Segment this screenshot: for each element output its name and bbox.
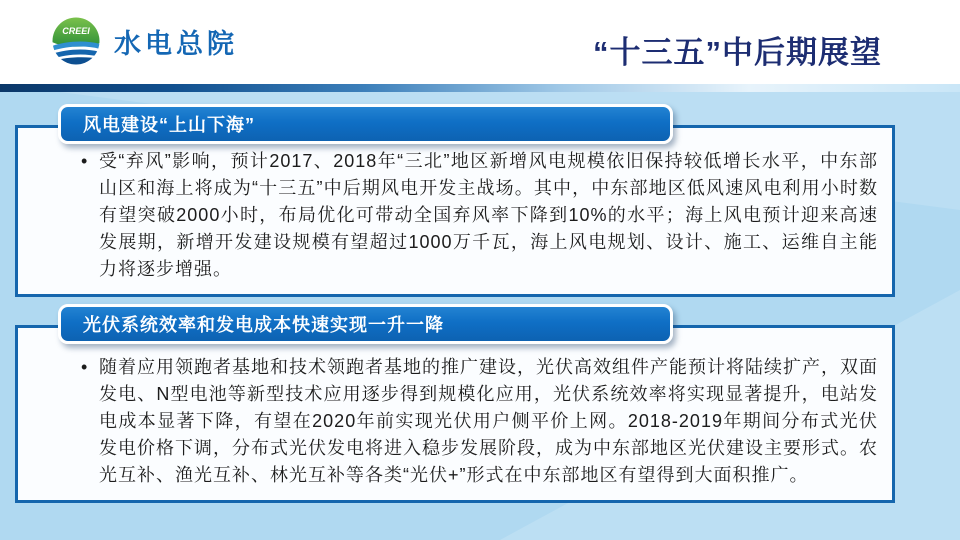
section-heading-pv-label: 光伏系统效率和发电成本快速实现一升一降 — [83, 315, 444, 335]
section-heading-wind — [58, 104, 673, 144]
bullet-item — [81, 354, 878, 489]
section-content-pv — [18, 354, 892, 489]
slide-title: “十三五”中后期展望 — [593, 35, 882, 70]
section-body-pv — [15, 325, 895, 503]
creei-logo-icon — [52, 17, 100, 65]
bullet-glyph: • — [81, 151, 88, 171]
logo-acronym: CREEI — [62, 26, 90, 36]
section-paragraph-wind: 受“弃风”影响，预计2017、2018年“三北”地区新增风电规模依旧保持较低增长水平，中东部山区和海上将成为“十三五”中后期风电开发主战场。其中，中东部地区低风速风电利用小时数有望突破2000小时，布局优化可带动全国弃风率下降到10%的水平；海上风电预计迎来高速发展期，新增开发建设规模有望超过1000万千瓦，海上风电规划、设计、施工、运维自主能力将逐步增强。 — [99, 151, 878, 279]
section-paragraph-pv: 随着应用领跑者基地和技术领跑者基地的推广建设，光伏高效组件产能预计将陆续扩产，双面发电、N型电池等新型技术应用逐步得到规模化应用，光伏系统效率将实现显著提升，电站发电成本显著下降，有望在2020年前实现光伏用户侧平价上网。2018-2019年期间分布式光伏发电价格下调，分布式光伏发电将进入稳步发展阶段，成为中东部地区光伏建设主要形式。农光互补、渔光互补、林光互补等各类“光伏+”形式在中东部地区有望得到大面积推广。 — [99, 357, 878, 485]
brand-name: 水电总院 — [114, 28, 238, 59]
section-body-wind — [15, 125, 895, 297]
logo-group — [52, 17, 238, 65]
section-content-wind — [18, 148, 892, 283]
bullet-glyph: • — [81, 357, 88, 377]
bullet-item — [81, 148, 878, 283]
section-heading-wind-label: 风电建设“上山下海” — [83, 115, 255, 135]
header-divider — [0, 84, 960, 92]
section-heading-pv — [58, 304, 673, 344]
header-bar — [0, 0, 960, 84]
